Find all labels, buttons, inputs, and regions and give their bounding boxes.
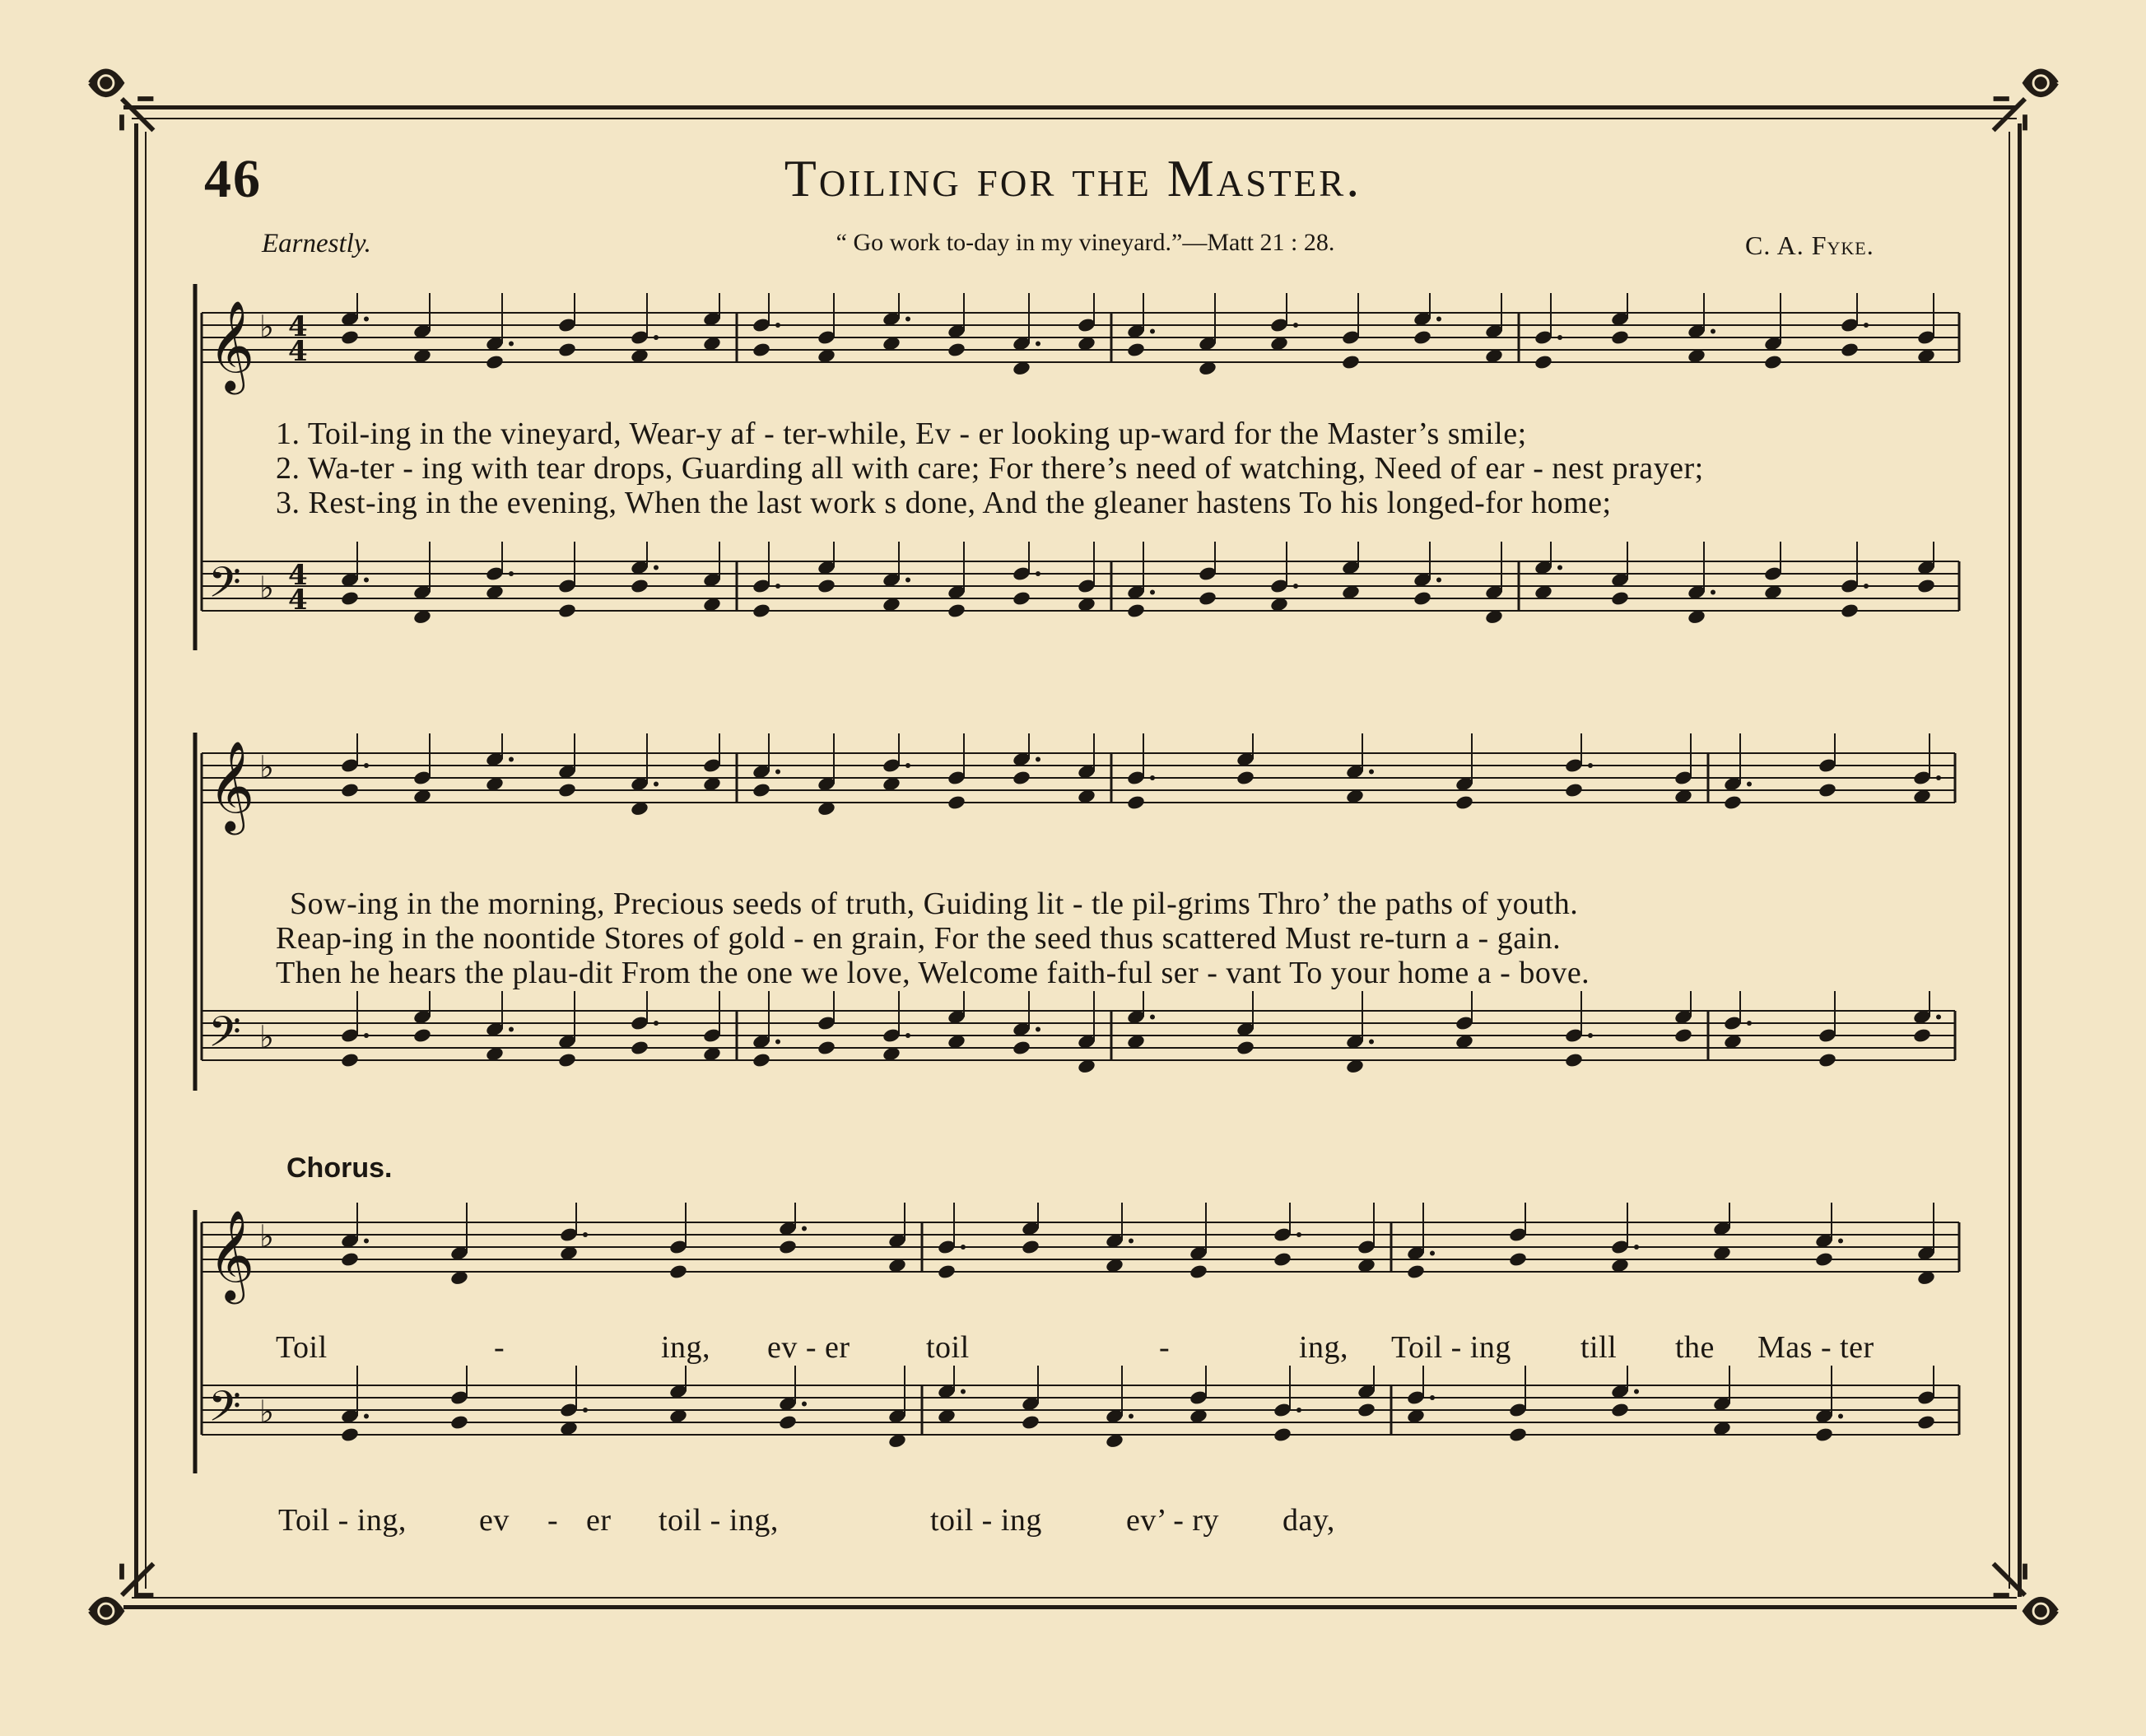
system1-bass-note-head bbox=[1610, 590, 1630, 607]
chorus-bass-syllable: toil - ing, bbox=[659, 1503, 779, 1538]
system1-bass-note-head bbox=[817, 578, 836, 594]
system2-bass-note-head bbox=[817, 1040, 836, 1056]
system2-treble-note-head bbox=[947, 794, 966, 811]
system2-bass-note-head bbox=[630, 1040, 649, 1056]
verse-3-line-2: Then he hears the plau-dit From the one we love, Welcome faith-ful ser - vant To your home a - bove. bbox=[276, 956, 1590, 990]
system2-treble-note-head bbox=[1564, 782, 1584, 798]
system2-treble-note-head bbox=[1818, 782, 1837, 798]
system3-bass-flat-icon: ♭ bbox=[259, 1394, 274, 1430]
system1-treble-dot bbox=[509, 342, 514, 347]
chorus-bass-syllable: - bbox=[547, 1503, 559, 1538]
system1-treble-note-head bbox=[1763, 354, 1783, 370]
verse-2-line-1: 2. Wa-ter - ing with tear drops, Guarding all with care; For there’s need of watching, Need of ear - nest prayer; bbox=[276, 451, 1704, 486]
system2-bass-clef-icon: 𝄢 bbox=[208, 1007, 241, 1067]
system3-bass-dot bbox=[1634, 1389, 1639, 1394]
system2-treble-note-head bbox=[340, 782, 360, 798]
system3-treble-note-head bbox=[1406, 1264, 1426, 1280]
system2-bass-note-head bbox=[1818, 1052, 1837, 1068]
chorus-treble-syllable: ing, bbox=[1299, 1330, 1349, 1365]
system3-bass-clef-icon: 𝄢 bbox=[208, 1381, 241, 1441]
system1-bass-note-head bbox=[752, 603, 771, 619]
system1-treble-note-head bbox=[1840, 342, 1860, 358]
chorus-treble-syllable: ev - er bbox=[767, 1330, 850, 1365]
system3-treble-dot bbox=[802, 1226, 807, 1231]
system1-bass-dot bbox=[905, 578, 910, 583]
system2-treble-dot bbox=[1936, 775, 1941, 780]
system3-treble-dot bbox=[583, 1232, 588, 1237]
system1-bass-dot bbox=[1036, 571, 1040, 576]
chorus-treble-syllable: Toil bbox=[276, 1330, 328, 1365]
chorus-treble-syllable: - bbox=[494, 1330, 505, 1365]
system1-bass-dot bbox=[1557, 565, 1562, 570]
system2-treble-dot bbox=[654, 782, 659, 787]
system1-treble-dot bbox=[1150, 329, 1155, 334]
system1-treble-flat-icon: ♭ bbox=[259, 309, 274, 345]
chorus-treble-syllable: Mas - ter bbox=[1757, 1330, 1874, 1365]
system1-treble-dot bbox=[1557, 335, 1562, 340]
system3-bass-note-head bbox=[1273, 1426, 1292, 1443]
system1-treble-note-head bbox=[947, 342, 966, 358]
system1-bass-note-head bbox=[1012, 590, 1031, 607]
system3-treble-note-head bbox=[1814, 1251, 1834, 1268]
system1-treble-dot bbox=[905, 317, 910, 322]
system2-treble-dot bbox=[1150, 775, 1155, 780]
system3-treble-note-head bbox=[1021, 1239, 1040, 1255]
system1-bass-note-head bbox=[1916, 578, 1936, 594]
system2-bass-note-head bbox=[1674, 1027, 1693, 1044]
system1-bass-note-head bbox=[947, 603, 966, 619]
chorus-treble-syllable: toil bbox=[926, 1330, 970, 1365]
system1-treble-dot bbox=[1436, 317, 1441, 322]
system1-treble-dot bbox=[1864, 323, 1869, 328]
system1-bass-note-head bbox=[1126, 603, 1146, 619]
system1-treble-note-head bbox=[1610, 329, 1630, 346]
system1-bass-dot bbox=[1711, 590, 1715, 595]
system1-bass-note-head bbox=[340, 590, 360, 607]
system3-bass-dot bbox=[583, 1408, 588, 1413]
system3-treble-dot bbox=[961, 1245, 966, 1250]
scripture-reference: “ Go work to-day in my vineyard.”—Matt 21 : 28. bbox=[836, 229, 1335, 256]
system3-treble-note-head bbox=[778, 1239, 798, 1255]
chorus-bass-syllable: toil - ing bbox=[930, 1503, 1042, 1538]
system1-treble-dot bbox=[775, 323, 780, 328]
system2-treble-note-head bbox=[1455, 794, 1474, 811]
system3-treble-note-head bbox=[1273, 1251, 1292, 1268]
system2-bass-note-head bbox=[412, 1027, 432, 1044]
system2-bass-dot bbox=[1747, 1021, 1752, 1026]
system1-treble-dot bbox=[1293, 323, 1298, 328]
system1-bass-note-head bbox=[1198, 590, 1217, 607]
system1-bass-dot bbox=[1293, 584, 1298, 589]
system2-treble-note-head bbox=[1236, 770, 1255, 786]
system3-treble-note-head bbox=[937, 1264, 957, 1280]
system2-treble-flat-icon: ♭ bbox=[259, 749, 274, 785]
system2-treble-dot bbox=[364, 763, 369, 768]
system3-treble-dot bbox=[1838, 1239, 1843, 1244]
system1-treble-clef-icon: 𝄞 bbox=[208, 300, 255, 391]
chorus-treble-syllable: the bbox=[1675, 1330, 1715, 1365]
system3-bass-note-head bbox=[1357, 1402, 1376, 1418]
system2-bass-dot bbox=[775, 1040, 780, 1045]
system3-treble-dot bbox=[1430, 1251, 1435, 1256]
system1-bass-dot bbox=[1436, 578, 1441, 583]
system1-treble-dot bbox=[1036, 342, 1040, 347]
hymn-title: Toiling for the Master. bbox=[784, 149, 1362, 207]
system3-bass-note-head bbox=[1916, 1414, 1936, 1431]
page-number: 46 bbox=[204, 149, 262, 209]
system2-treble-dot bbox=[509, 757, 514, 762]
system3-bass-note-head bbox=[1508, 1426, 1528, 1443]
system2-bass-dot bbox=[1588, 1033, 1593, 1038]
system2-bass-note-head bbox=[1236, 1040, 1255, 1056]
system2-bass-note-head bbox=[1912, 1027, 1932, 1044]
system2-treble-note-head bbox=[557, 782, 577, 798]
system1-treble-note-head bbox=[1534, 354, 1553, 370]
system2-treble-dot bbox=[1369, 770, 1374, 775]
system1-treble-note-head bbox=[340, 329, 360, 346]
chorus-treble-syllable: - bbox=[1159, 1330, 1171, 1365]
verse-2-line-2: Reap-ing in the noontide Stores of gold - en grain, For the seed thus scattered Must re-turn a - gain. bbox=[276, 921, 1562, 956]
system2-treble-note-head bbox=[1012, 770, 1031, 786]
verse-1-line-1: 1. Toil-ing in the vineyard, Wear-y af - ter-while, Ev - er looking up-ward for the Master’s smile; bbox=[276, 417, 1527, 451]
system2-bass-dot bbox=[1036, 1027, 1040, 1032]
chorus-bass-syllable: day, bbox=[1282, 1503, 1335, 1538]
system1-bass-note-head bbox=[1413, 590, 1432, 607]
chorus-treble-syllable: ing, bbox=[661, 1330, 711, 1365]
system3-bass-dot bbox=[1296, 1408, 1301, 1413]
system3-treble-dot bbox=[364, 1239, 369, 1244]
chorus-bass-syllable: ev’ - ry bbox=[1126, 1503, 1220, 1538]
system2-bass-dot bbox=[1369, 1040, 1374, 1045]
system1-bass-dot bbox=[1150, 590, 1155, 595]
system2-bass-dot bbox=[364, 1033, 369, 1038]
chorus-bass-syllable: Toil - ing, bbox=[278, 1503, 407, 1538]
system3-bass-note-head bbox=[1814, 1426, 1834, 1443]
system1-treble-note-head bbox=[1126, 342, 1146, 358]
system2-treble-dot bbox=[1588, 763, 1593, 768]
system3-bass-note-head bbox=[778, 1414, 798, 1431]
system3-bass-dot bbox=[1129, 1414, 1134, 1419]
composer-name: C. A. Fyke. bbox=[1745, 230, 1874, 260]
system3-treble-flat-icon: ♭ bbox=[259, 1218, 274, 1254]
chorus-bass-syllable: ev bbox=[479, 1503, 510, 1538]
system1-treble-note-head bbox=[485, 354, 505, 370]
system2-treble-note-head bbox=[1723, 794, 1743, 811]
system1-bass-dot bbox=[775, 584, 780, 589]
system2-bass-dot bbox=[1936, 1015, 1941, 1020]
system1-treble-dot bbox=[1711, 329, 1715, 334]
system3-bass-note-head bbox=[1610, 1402, 1630, 1418]
system3-bass-dot bbox=[1430, 1395, 1435, 1400]
system1-bass-clef-icon: 𝄢 bbox=[208, 557, 241, 617]
system1-bass-dot bbox=[654, 565, 659, 570]
system3-treble-dot bbox=[1634, 1245, 1639, 1250]
system2-treble-clef-icon: 𝄞 bbox=[208, 741, 255, 831]
system1-treble-note-head bbox=[557, 342, 577, 358]
system1-bass-note-head bbox=[630, 578, 649, 594]
system2-treble-dot bbox=[1036, 757, 1040, 762]
system1-treble-dot bbox=[654, 335, 659, 340]
system2-bass-dot bbox=[654, 1021, 659, 1026]
system3-bass-note-head bbox=[449, 1414, 469, 1431]
verse-1-line-2: Sow-ing in the morning, Precious seeds of truth, Guiding lit - tle pil-grims Thro’ the paths of youth. bbox=[290, 887, 1579, 921]
system2-treble-dot bbox=[1747, 782, 1752, 787]
system3-treble-note-head bbox=[668, 1264, 688, 1280]
time-signature-digit: 4 bbox=[288, 310, 308, 343]
system1-bass-note-head bbox=[1840, 603, 1860, 619]
system2-bass-note-head bbox=[340, 1052, 360, 1068]
chorus-bass-syllable: er bbox=[586, 1503, 612, 1538]
chorus-treble-syllable: till bbox=[1580, 1330, 1618, 1365]
system1-treble-dot bbox=[364, 317, 369, 322]
system2-bass-note-head bbox=[752, 1052, 771, 1068]
system3-treble-note-head bbox=[340, 1251, 360, 1268]
system2-treble-note-head bbox=[752, 782, 771, 798]
time-signature-digit: 4 bbox=[288, 335, 308, 368]
system2-bass-dot bbox=[905, 1033, 910, 1038]
system3-bass-dot bbox=[1838, 1414, 1843, 1419]
system3-treble-dot bbox=[1296, 1232, 1301, 1237]
chorus-label: Chorus. bbox=[286, 1152, 393, 1184]
system2-bass-dot bbox=[1150, 1015, 1155, 1020]
system3-bass-dot bbox=[802, 1402, 807, 1407]
system1-bass-dot bbox=[364, 578, 369, 583]
system2-bass-dot bbox=[509, 1027, 514, 1032]
system1-treble-note-head bbox=[1341, 354, 1361, 370]
tempo-marking: Earnestly. bbox=[262, 229, 371, 258]
system1-bass-dot bbox=[509, 571, 514, 576]
system3-treble-dot bbox=[1129, 1239, 1134, 1244]
system2-treble-note-head bbox=[1126, 794, 1146, 811]
chorus-treble-syllable: Toil - ing bbox=[1391, 1330, 1511, 1365]
system3-treble-clef-icon: 𝄞 bbox=[208, 1210, 255, 1301]
system3-bass-dot bbox=[961, 1389, 966, 1394]
system2-treble-dot bbox=[775, 770, 780, 775]
verse-3-line-1: 3. Rest-ing in the evening, When the last work s done, And the gleaner hastens To his longed-for home; bbox=[276, 486, 1612, 520]
system2-bass-flat-icon: ♭ bbox=[259, 1019, 274, 1055]
system2-treble-dot bbox=[905, 763, 910, 768]
system3-bass-note-head bbox=[1021, 1414, 1040, 1431]
system3-treble-note-head bbox=[1189, 1264, 1208, 1280]
system3-bass-dot bbox=[364, 1414, 369, 1419]
system2-bass-note-head bbox=[1564, 1052, 1584, 1068]
system1-treble-note-head bbox=[752, 342, 771, 358]
system1-bass-note-head bbox=[557, 603, 577, 619]
system1-treble-note-head bbox=[1413, 329, 1432, 346]
system3-bass-note-head bbox=[340, 1426, 360, 1443]
system1-bass-dot bbox=[1864, 584, 1869, 589]
system2-bass-note-head bbox=[1012, 1040, 1031, 1056]
system2-bass-note-head bbox=[557, 1052, 577, 1068]
system3-treble-note-head bbox=[1508, 1251, 1528, 1268]
time-signature-digit: 4 bbox=[288, 584, 308, 617]
time-signature-digit: 4 bbox=[288, 559, 308, 592]
system1-bass-flat-icon: ♭ bbox=[259, 570, 274, 606]
